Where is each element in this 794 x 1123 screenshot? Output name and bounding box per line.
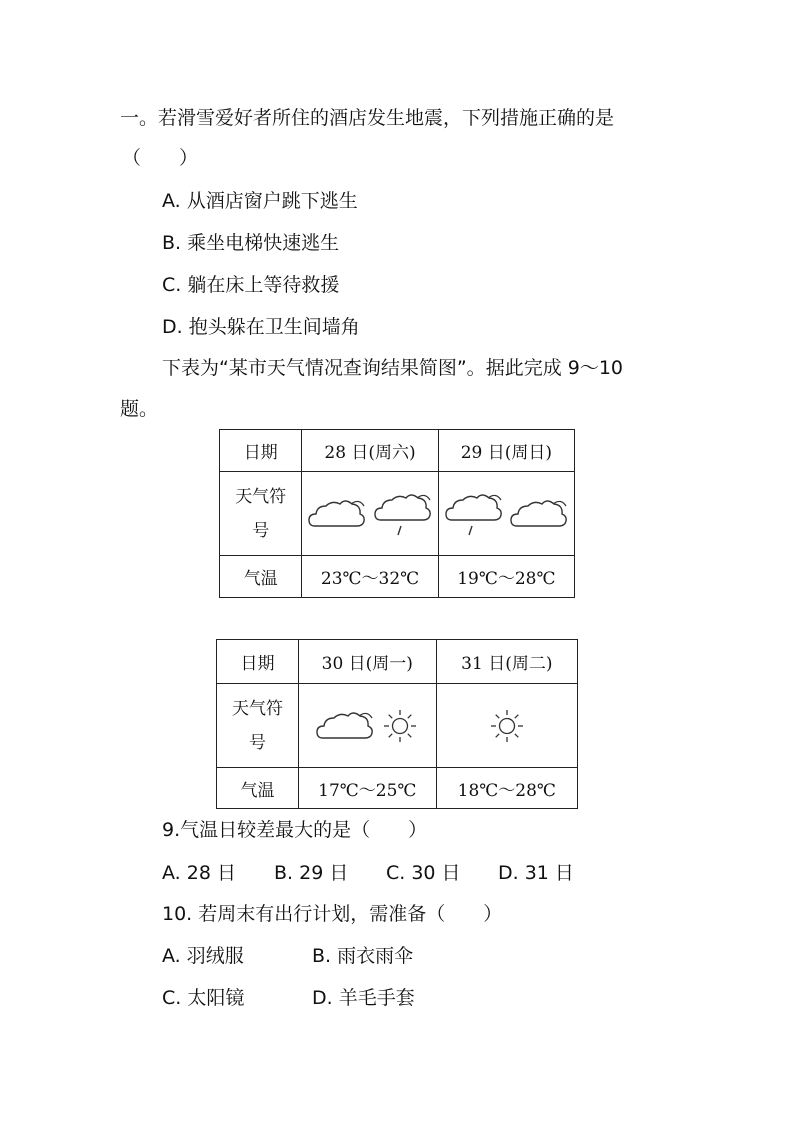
table1-symbol-label: 天气符 号 <box>235 486 287 541</box>
table2-temp-header: 气温 <box>217 768 299 809</box>
table1-date-header: 日期 <box>220 430 302 472</box>
thunder-rain-icon <box>444 488 504 540</box>
question-prev-paren: （ ） <box>122 147 199 169</box>
table2-temp-30: 17℃～25℃ <box>298 768 436 809</box>
question-9-option-d: D. 31 日 <box>498 862 574 884</box>
question-10-stem: 10. 若周末有出行计划，需准备（ ） <box>162 903 503 925</box>
table1-symbol-header <box>220 472 302 556</box>
question-10-option-b: B. 雨衣雨伞 <box>312 945 414 967</box>
question-9-option-a: A. 28 日 <box>162 862 236 884</box>
question-10-option-c: C. 太阳镜 <box>162 987 245 1009</box>
table1-icons-29 <box>438 472 574 556</box>
cloud-icon <box>307 492 367 536</box>
table2-icons-31 <box>436 684 577 768</box>
table2-date-30: 30 日(周一) <box>298 640 436 684</box>
cloud-icon <box>509 492 569 536</box>
question-prev-option-d: D. 抱头躲在卫生间墙角 <box>162 316 360 338</box>
table1-date-28: 28 日(周六) <box>302 430 438 472</box>
table2-symbol-header <box>217 684 299 768</box>
weather-table-1 <box>219 429 575 598</box>
intro-line-1: 下表为“某市天气情况查询结果简图”。据此完成 9～10 <box>162 357 623 379</box>
question-prev-option-c: C. 躺在床上等待救援 <box>162 274 340 296</box>
table1-temp-29: 19℃～28℃ <box>438 556 574 598</box>
question-9-option-b: B. 29 日 <box>274 862 349 884</box>
weather-table-2 <box>216 639 578 809</box>
thunder-rain-icon <box>373 488 433 540</box>
question-10-option-a: A. 羽绒服 <box>162 945 244 967</box>
cloud-icon <box>315 704 375 748</box>
question-prev-option-b: B. 乘坐电梯快速逃生 <box>162 232 340 254</box>
table2-date-31: 31 日(周二) <box>436 640 577 684</box>
table2-temp-31: 18℃～28℃ <box>436 768 577 809</box>
table1-date-29: 29 日(周日) <box>438 430 574 472</box>
table1-temp-28: 23℃～32℃ <box>302 556 438 598</box>
table2-symbol-label: 天气符 号 <box>231 698 283 753</box>
question-9-stem: 9.气温日较差最大的是（ ） <box>162 819 428 841</box>
table1-icons-28 <box>302 472 438 556</box>
table1-temp-header: 气温 <box>220 556 302 598</box>
sun-icon <box>487 706 527 746</box>
sun-icon <box>380 706 420 746</box>
question-prev-stem: 一。若滑雪爱好者所住的酒店发生地震，下列措施正确的是 <box>120 107 615 129</box>
question-9-option-c: C. 30 日 <box>386 862 461 884</box>
table2-icons-30 <box>298 684 436 768</box>
question-10-option-d: D. 羊毛手套 <box>312 987 415 1009</box>
table2-date-header: 日期 <box>217 640 299 684</box>
question-prev-option-a: A. 从酒店窗户跳下逃生 <box>162 190 358 212</box>
intro-line-2: 题。 <box>120 398 159 420</box>
